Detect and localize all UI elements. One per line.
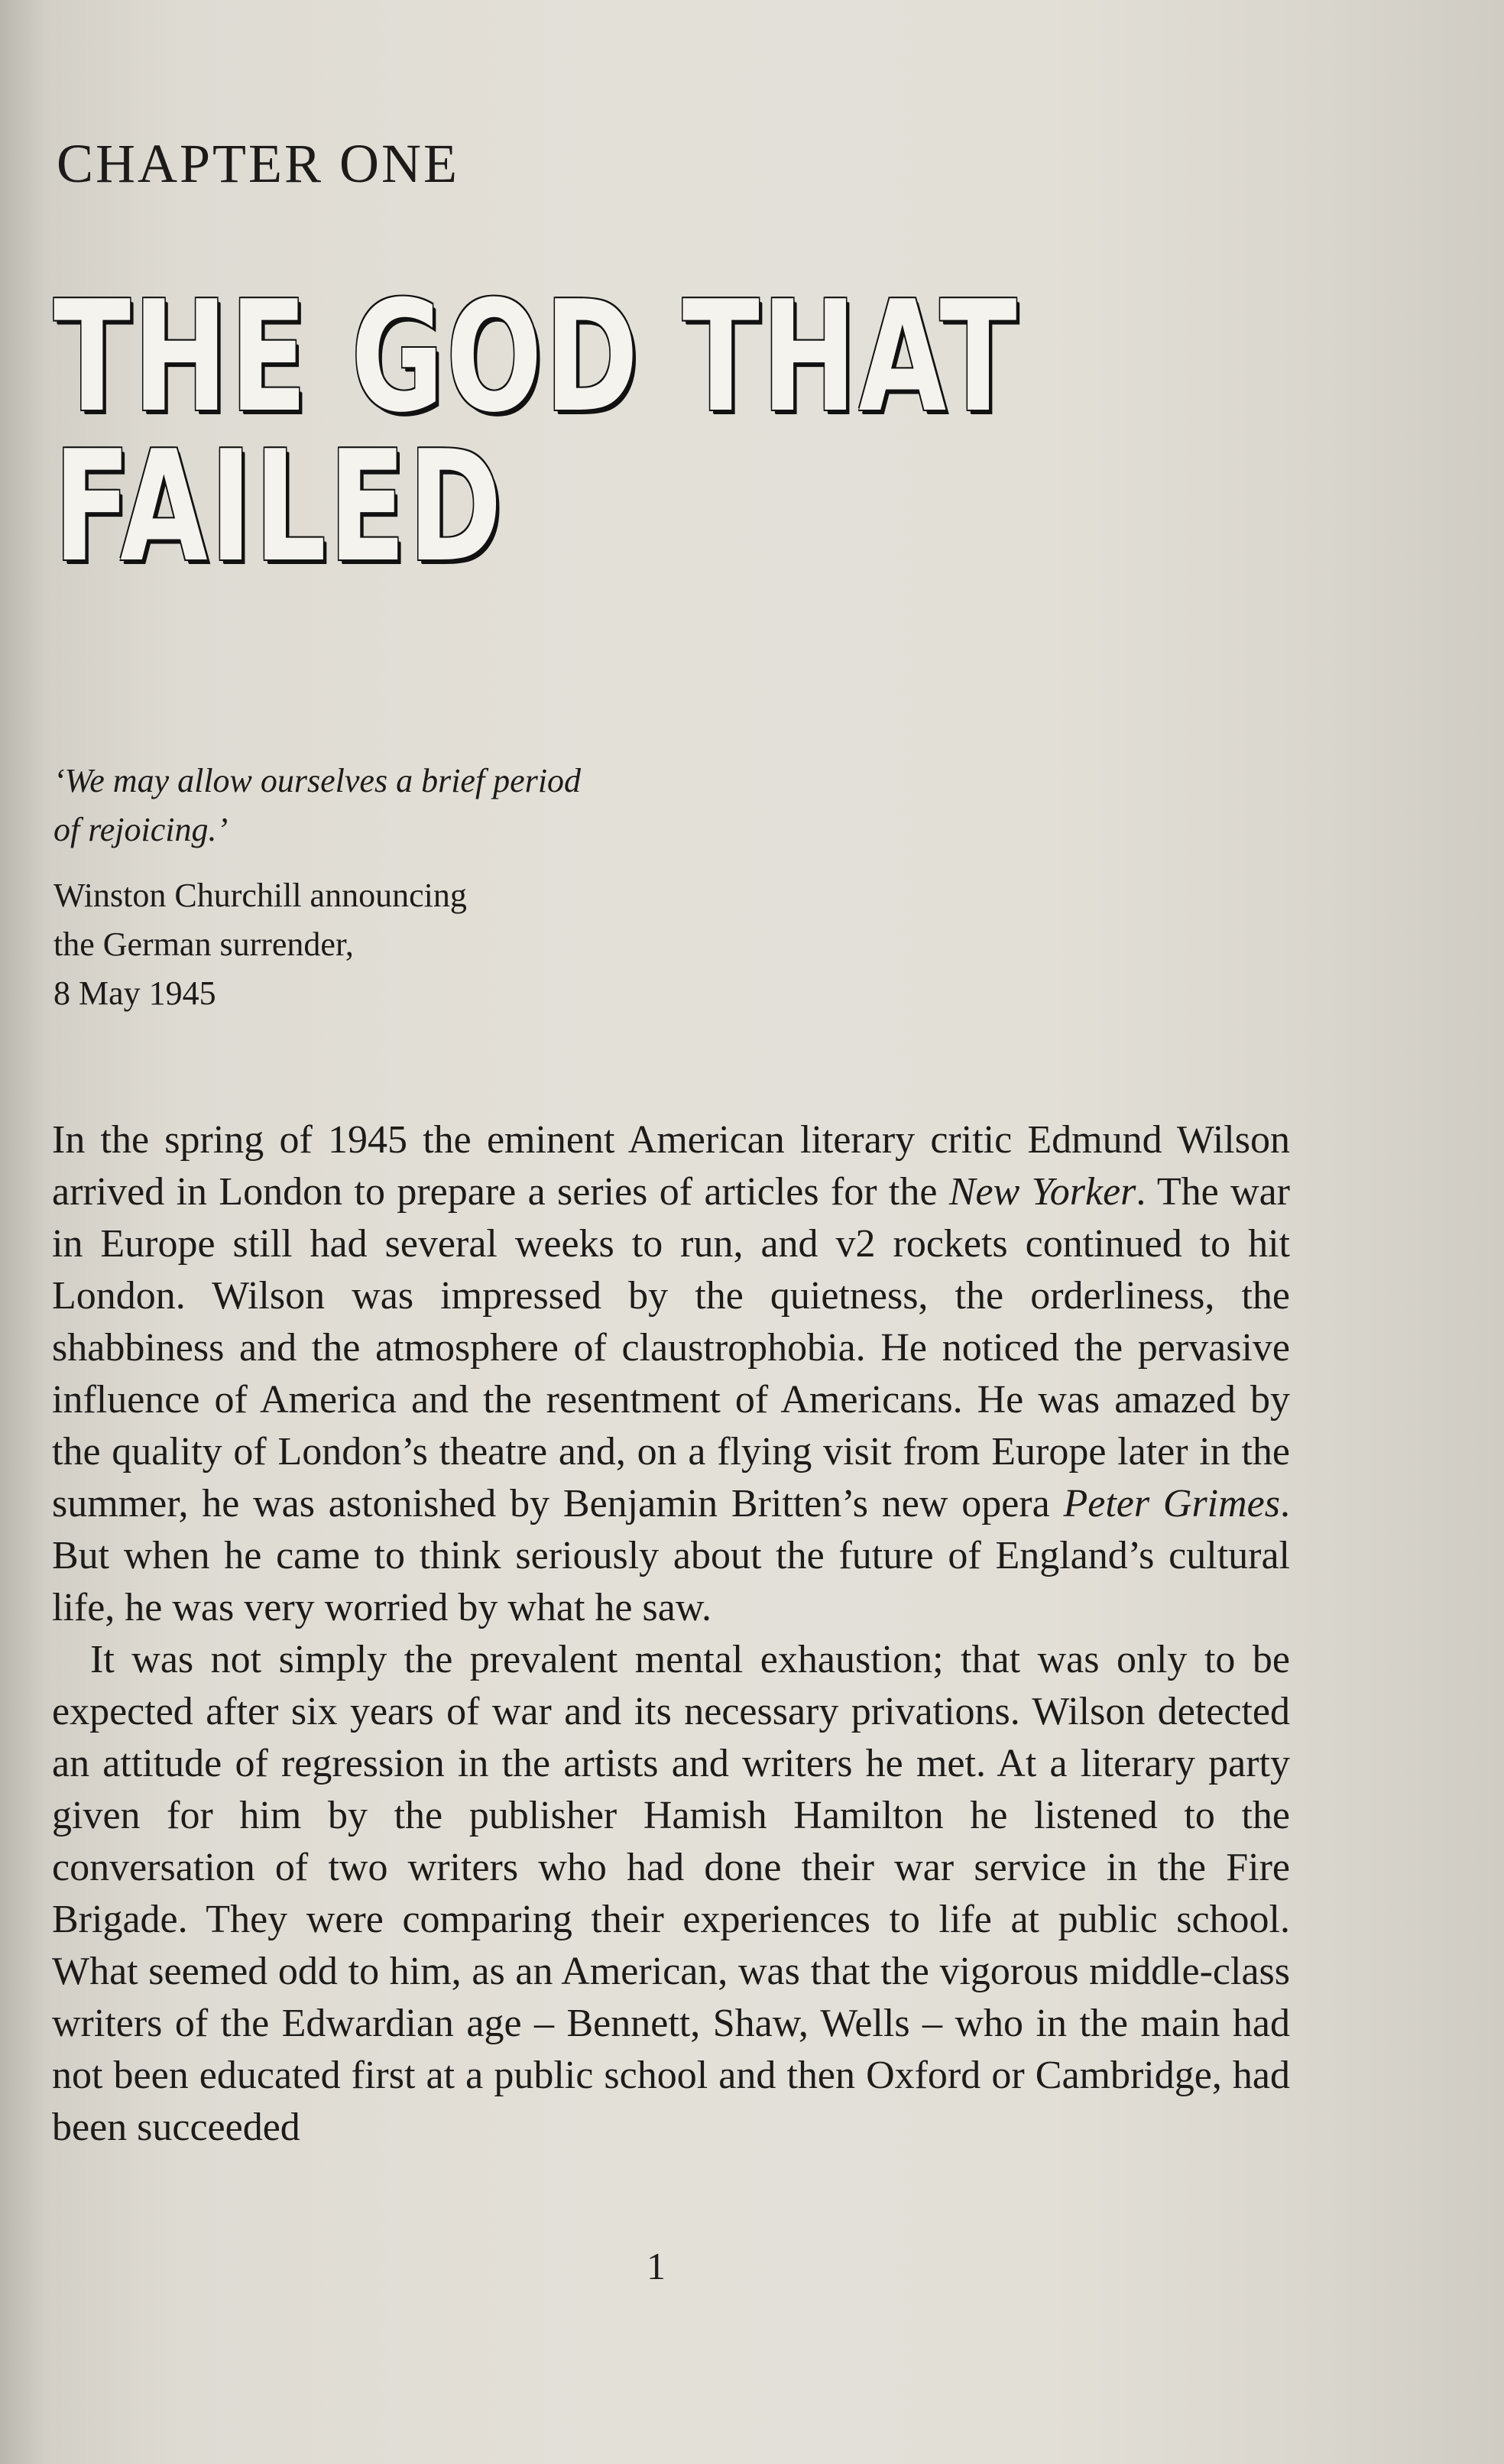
text-run-italic: Peter Grimes (1063, 1482, 1280, 1525)
chapter-title (53, 268, 1019, 596)
epigraph (53, 757, 604, 1018)
page-number: 1 (647, 2245, 666, 2287)
chapter-label: CHAPTER ONE (57, 133, 460, 194)
epigraph-attribution-line: 8 May 1945 (53, 974, 216, 1012)
epigraph-attribution-line: Winston Churchill announcing (53, 877, 467, 914)
paragraph (52, 1114, 1290, 1634)
text-run: . But when he came to think seriously about the future of England’s cultural life, he was very worried by what he saw. (52, 1482, 1290, 1629)
paragraph (52, 1634, 1290, 2154)
text-run: In the spring of 1945 the eminent American literary critic Edmund Wilson arrived in London to prepare a series of articles for the (52, 1118, 1290, 1214)
epigraph-attribution (53, 871, 604, 1018)
chapter-title-line: THE GOD THAT (53, 268, 1019, 446)
body-text (52, 1114, 1290, 2154)
epigraph-attribution-line: the German surrender, (53, 926, 354, 963)
text-run: It was not simply the prevalent mental exhaustion; that was only to be expected after six years of war and its necessary privations. Wilson detected an attitude of regression in the artists and writers he met. At a literary party given for him by the publisher Hamish Hamilton he listened to the conversation of two writers who had done their war service in the Fire Brigade. They were comparing their experiences to life at public school. What seemed odd to him, as an American, was that the vigorous middle-class writers of the Edwardian age – Bennett, Shaw, Wells – who in the main had not been educated first at a public school and then Oxford or Cambridge, had been succeeded (52, 1638, 1290, 2149)
epigraph-quote: ‘We may allow ourselves a brief period of rejoicing.’ (53, 762, 582, 848)
text-run-italic: New Yorker (948, 1170, 1136, 1214)
chapter-title-line: FAILED (53, 418, 504, 596)
text-run: . The war in Europe still had several weeks to run, and v2 rockets continued to hit London. Wilson was impressed by the quietness, the orderliness, the shabbiness and the atmosphere of claustrophobia. He noticed the pervasive influence of America and the resentment of Americans. He was amazed by the quality of London’s theatre and, on a flying visit from Europe later in the summer, he was astonished by Benjamin Britten’s new opera (52, 1170, 1290, 1525)
